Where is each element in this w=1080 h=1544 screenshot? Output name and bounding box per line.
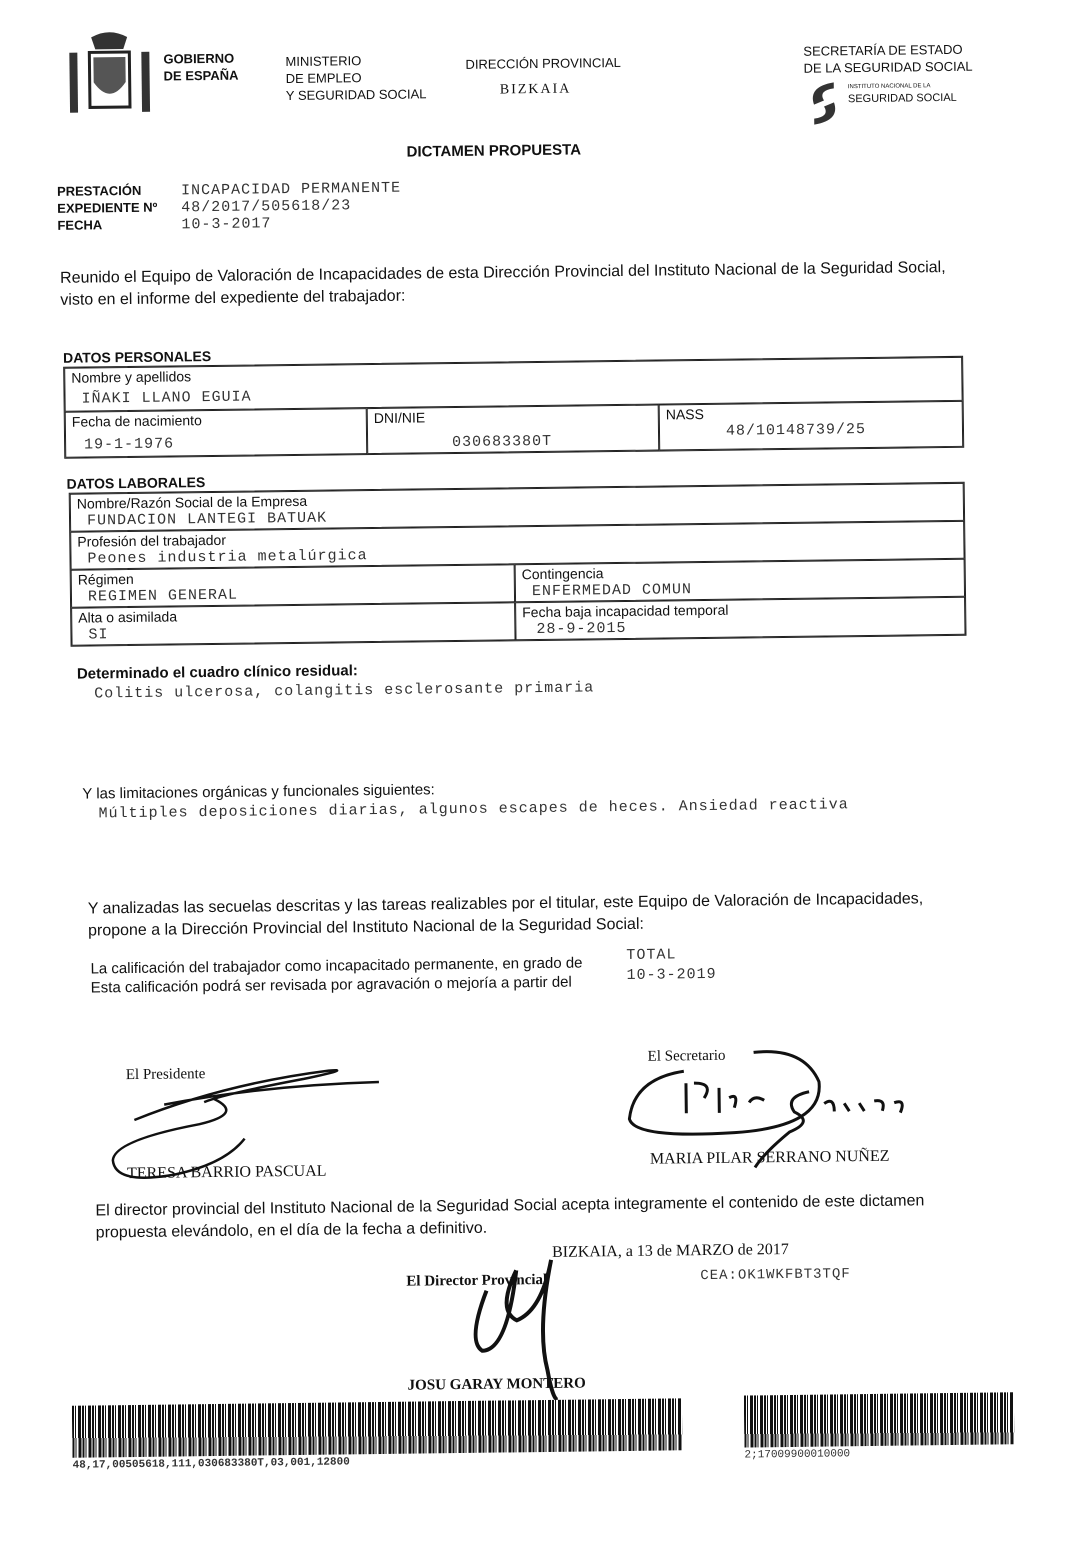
- coat-of-arms-logo: [61, 27, 157, 123]
- gobierno-line: GOBIERNO: [163, 50, 235, 67]
- limitations-value: Múltiples deposiciones diarias, algunos escapes de heces. Ansiedad reactiva: [98, 796, 849, 823]
- company-label: Nombre/Razón Social de la Empresa: [76, 492, 308, 512]
- inss-logo: [804, 78, 845, 128]
- dni-label: DNI/NIE: [373, 409, 426, 427]
- acceptance-paragraph: El director provincial del Instituto Nacional de la Seguridad Social acepta integramente el contenido de este dictamen propuesta elevándolo, en el día de la fecha a definitivo.: [95, 1192, 925, 1242]
- meta-value: 48/2017/505618/23: [181, 197, 352, 217]
- name-value: IÑAKI LLANO EGUIA: [81, 388, 252, 408]
- secretaria-line: SECRETARÍA DE ESTADO: [803, 41, 963, 59]
- analysis-paragraph: Y analizadas las secuelas descritas y las tareas realizables por el titular, este Equipo de Valoración de Incapacidades, propone a la Dirección Provincial del Instituto Nacional de la Seguridad Social:: [87, 890, 924, 940]
- regime-label: Régimen: [77, 570, 134, 588]
- nass-value: 48/10148739/25: [725, 420, 867, 440]
- meta-value: INCAPACIDAD PERMANENTE: [180, 179, 402, 200]
- name-label: Nombre y apellidos: [71, 368, 192, 386]
- barcode-left-text: 48,17,00505618,111,030683380T,03,001,12800: [72, 1456, 350, 1472]
- dni-cell: [367, 405, 660, 455]
- president-title: El Presidente: [125, 1066, 206, 1084]
- clinical-value: Colitis ulcerosa, colangitis esclerosante primaria: [94, 679, 595, 703]
- ministerio-label: [285, 51, 426, 104]
- dni-value: 030683380T: [452, 432, 553, 452]
- nass-label: NASS: [665, 405, 705, 423]
- secretaria-line: DE LA SEGURIDAD SOCIAL: [803, 58, 973, 76]
- director-name: JOSU GARAY MONTERO: [407, 1375, 586, 1394]
- birth-cell: [65, 408, 368, 458]
- regime-value: REGIMEN GENERAL: [87, 586, 239, 606]
- provincia: BIZKAIA: [499, 81, 572, 98]
- gobierno-label: [163, 50, 238, 85]
- qualification-line2: Esta calificación podrá ser revisada por agravación o mejoría a partir del: [90, 973, 572, 997]
- regime-cell: [71, 564, 515, 607]
- gobierno-line: DE ESPAÑA: [163, 67, 239, 84]
- instituto-small: INSTITUTO NACIONAL DE LA: [847, 83, 931, 91]
- president-name: TERESA BARRIO PASCUAL: [126, 1162, 327, 1183]
- birth-label: Fecha de nacimiento: [71, 412, 202, 430]
- contingency-value: ENFERMEDAD COMUN: [531, 581, 693, 601]
- meta-label: FECHA: [57, 217, 103, 233]
- qualification-review-date: 10-3-2019: [626, 965, 717, 984]
- labor-table: [69, 482, 967, 647]
- instituto-large: SEGURIDAD SOCIAL: [847, 91, 957, 106]
- profession-value: Peones industria metalúrgica: [87, 547, 368, 568]
- secretary-title: El Secretario: [647, 1047, 726, 1065]
- document-title: DICTAMEN PROPUESTA: [406, 141, 582, 161]
- place-date: BIZKAIA, a 13 de MARZO de 2017: [551, 1240, 789, 1261]
- birth-value: 19-1-1976: [84, 435, 175, 454]
- barcode-left: [72, 1398, 683, 1457]
- nass-cell: [659, 401, 964, 451]
- meta-label: PRESTACIÓN: [56, 182, 142, 199]
- qualification-line1: La calificación del trabajador como incapacitado permanente, en grado de: [90, 954, 583, 978]
- contingency-label: Contingencia: [521, 565, 604, 583]
- direccion-provincial: DIRECCIÓN PROVINCIAL: [465, 54, 621, 72]
- contingency-cell: [515, 559, 965, 602]
- ministerio-line: MINISTERIO: [285, 53, 362, 70]
- director-title: El Director Provincial: [406, 1271, 548, 1290]
- personal-heading: DATOS PERSONALES: [62, 347, 212, 366]
- alta-label: Alta o asimilada: [78, 608, 178, 626]
- secretary-name: MARIA PILAR SERRANO NUÑEZ: [649, 1147, 890, 1168]
- secretaria-label: [803, 41, 972, 77]
- alta-value: SI: [88, 626, 109, 644]
- cea-code: CEA:OK1WKFBT3TQF: [700, 1266, 851, 1285]
- barcode-right: [744, 1392, 1015, 1447]
- limitations-label: Y las limitaciones orgánicas y funcionales siguientes:: [82, 781, 435, 803]
- company-value: FUNDACION LANTEGI BATUAK: [86, 509, 328, 530]
- baja-cell: [515, 597, 965, 640]
- meta-block: [57, 180, 402, 235]
- clinical-label: Determinado el cuadro clínico residual:: [76, 662, 358, 683]
- meta-value: 10-3-2017: [181, 215, 272, 234]
- profession-label: Profesión del trabajador: [77, 531, 227, 550]
- ministerio-line: DE EMPLEO: [285, 70, 362, 87]
- baja-value: 28-9-2015: [536, 619, 627, 639]
- alta-cell: [71, 602, 515, 645]
- personal-table: [63, 356, 964, 459]
- qualification-grade: TOTAL: [626, 946, 677, 964]
- labor-heading: DATOS LABORALES: [66, 474, 206, 492]
- intro-paragraph: Reunido el Equipo de Valoración de Incapacidades de esta Dirección Provincial del Instituto Nacional de la Seguridad Social, visto en el informe del expediente del trabajador:: [59, 259, 946, 309]
- barcode-right-text: 2;17009900010000: [744, 1448, 851, 1462]
- meta-label: EXPEDIENTE Nº: [57, 199, 158, 216]
- baja-label: Fecha baja incapacidad temporal: [522, 601, 729, 621]
- ministerio-line: Y SEGURIDAD SOCIAL: [285, 86, 427, 104]
